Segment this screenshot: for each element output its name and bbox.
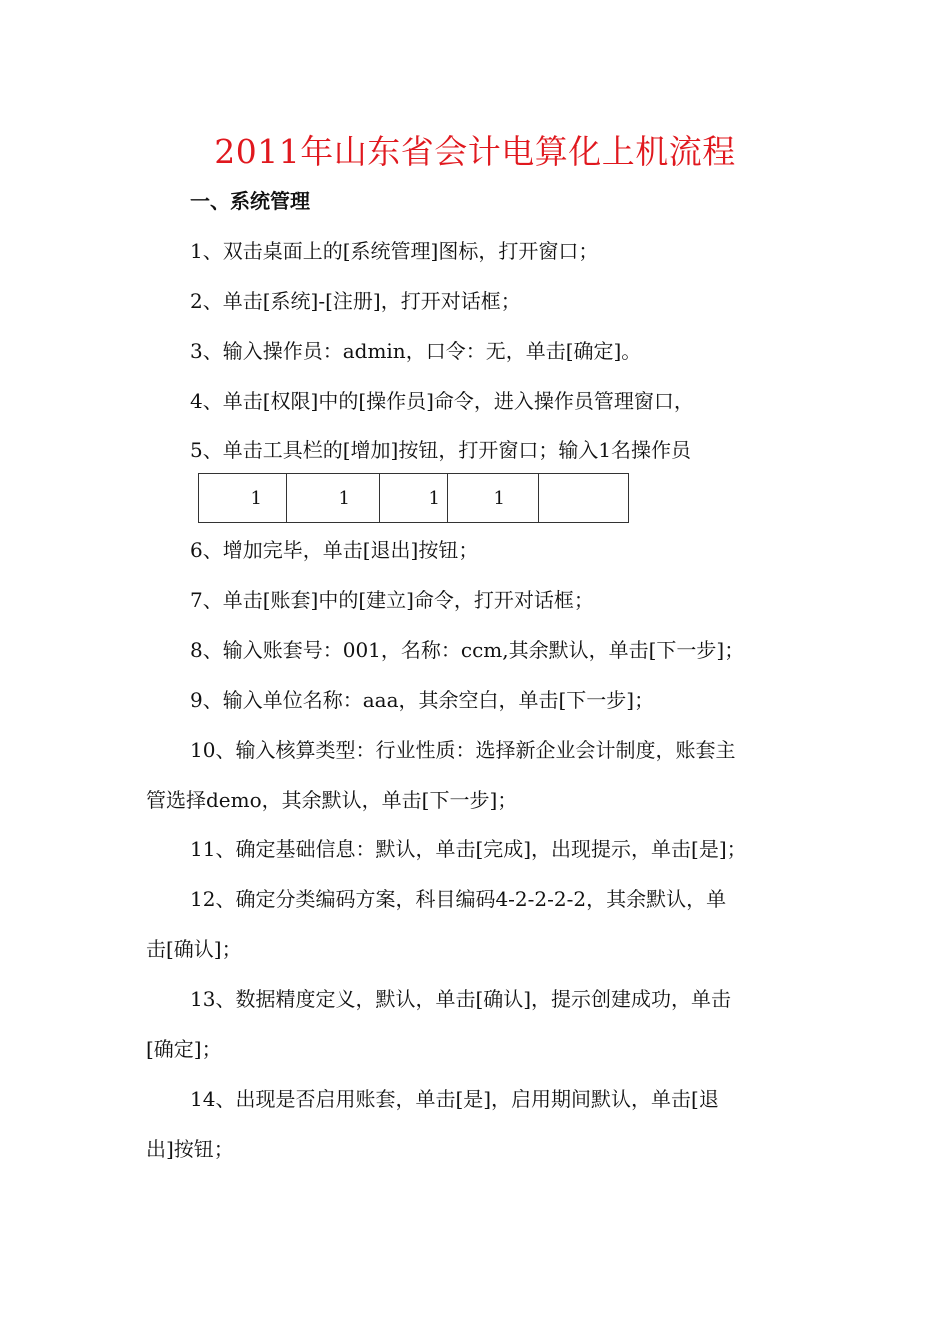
step-14-continued: 出]按钮；	[146, 1137, 234, 1161]
step-14: 14、出现是否启用账套，单击[是]，启用期间默认，单击[退	[190, 1087, 719, 1111]
table-cell: 1	[380, 474, 448, 523]
step-8: 8、输入账套号：001，名称：ccm,其余默认，单击[下一步]；	[190, 638, 745, 662]
document-title: 2011年山东省会计电算化上机流程	[214, 132, 736, 171]
step-12-continued: 击[确认]；	[146, 937, 242, 961]
step-1: 1、双击桌面上的[系统管理]图标，打开窗口；	[190, 239, 599, 263]
table-cell: 1	[448, 474, 539, 523]
step-6: 6、增加完毕，单击[退出]按钮；	[190, 538, 479, 562]
table-cell: 1	[199, 474, 287, 523]
table-row	[199, 474, 629, 523]
step-11: 11、确定基础信息：默认，单击[完成]，出现提示，单击[是]；	[190, 837, 747, 861]
step-10: 10、输入核算类型：行业性质：选择新企业会计制度，账套主	[190, 738, 736, 762]
step-13-continued: [确定]；	[146, 1037, 222, 1061]
step-5: 5、单击工具栏的[增加]按钮，打开窗口；输入1名操作员	[190, 438, 692, 462]
step-9: 9、输入单位名称：aaa，其余空白，单击[下一步]；	[190, 688, 655, 712]
step-4: 4、单击[权限]中的[操作员]命令，进入操作员管理窗口，	[190, 389, 694, 413]
step-7: 7、单击[账套]中的[建立]命令，打开对话框；	[190, 588, 594, 612]
step-3: 3、输入操作员：admin，口令：无，单击[确定]。	[190, 339, 642, 363]
step-13: 13、数据精度定义，默认，单击[确认]，提示创建成功，单击	[190, 987, 732, 1011]
operator-table	[198, 473, 629, 523]
table-cell	[539, 474, 629, 523]
table-cell: 1	[287, 474, 380, 523]
section-heading: 一、系统管理	[190, 189, 310, 213]
step-10-continued: 管选择demo，其余默认，单击[下一步]；	[146, 788, 518, 812]
step-2: 2、单击[系统]-[注册]，打开对话框；	[190, 289, 521, 313]
step-12: 12、确定分类编码方案，科目编码4-2-2-2-2，其余默认，单	[190, 887, 727, 911]
